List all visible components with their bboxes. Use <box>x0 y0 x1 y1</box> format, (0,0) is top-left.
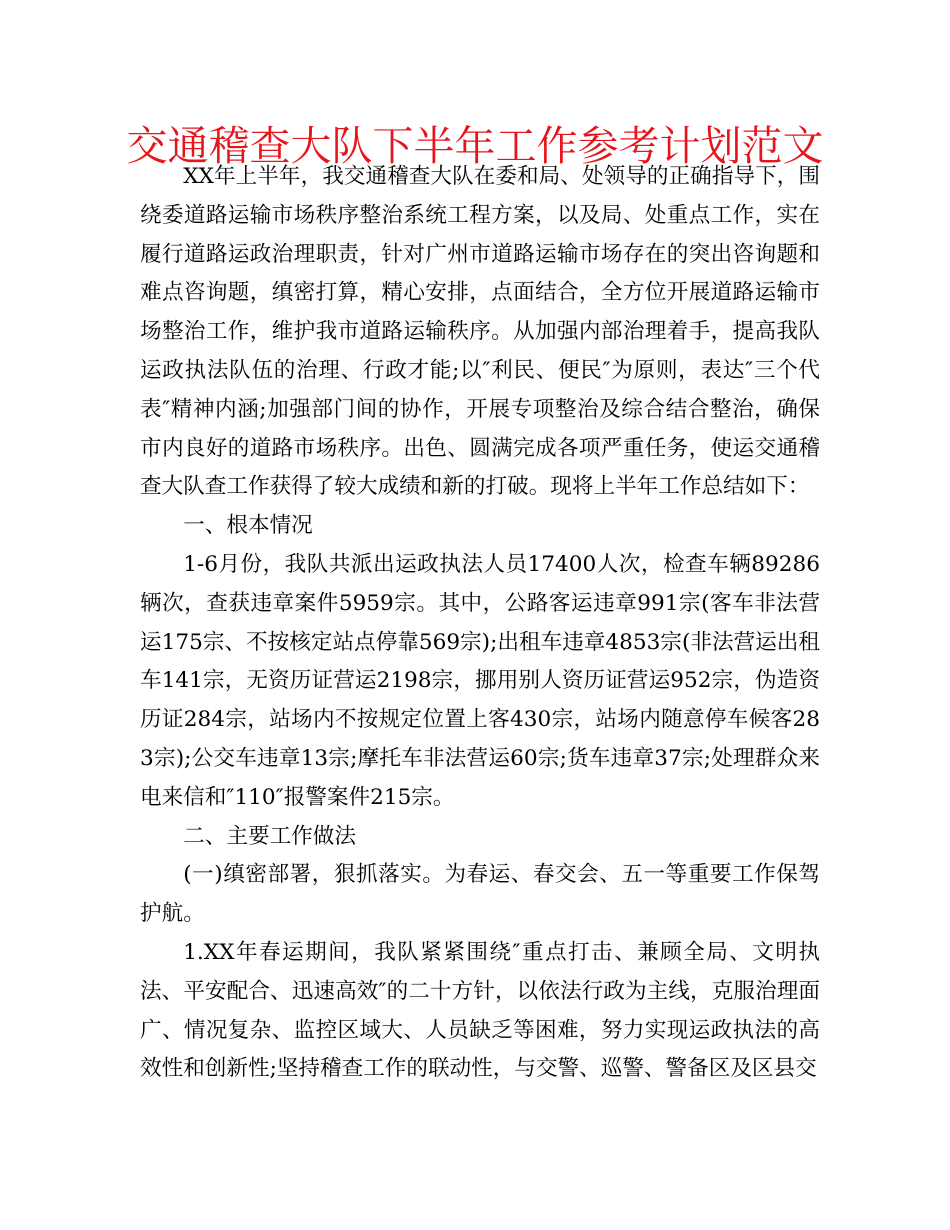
section-heading-main-methods: 二、主要工作做法 <box>183 823 356 849</box>
paragraph-spring-festival: 1.XX年春运期间，我队紧紧围绕″重点打击、兼顾全局、文明执法、平安配合、迅速高效″的二十方针，以依法行政为主线，克服治理面广、情况复杂、监控区域大、人员缺乏等困难，努力实现运政执法的高效性和创新性;坚持稽查工作的联动性，与交警、巡警、警备区及区县交 <box>140 939 820 1082</box>
paragraph-subsection-one: (一)缜密部署，狠抓落实。为春运、春交会、五一等重要工作保驾护航。 <box>140 862 820 927</box>
paragraph-intro: XX年上半年，我交通稽查大队在委和局、处领导的正确指导下，围绕委道路运输市场秩序整治系统工程方案，以及局、处重点工作，实在履行道路运政治理职责，针对广州市道路运输市场存在的突出咨询题和难点咨询题，缜密打算，精心安排，点面结合，全方位开展道路运输市场整治工作，维护我市道路运输秩序。从加强内部治理着手，提高我队运政执法队伍的治理、行政才能;以″利民、便民″为原则，表达″三个代表″精神内涵;加强部门间的协作，开展专项整治及综合结合整治，确保市内良好的道路市场秩序。出色、圆满完成各项严重任务，使运交通稽查大队查工作获得了较大成绩和新的打破。现将上半年工作总结如下： <box>140 164 820 500</box>
section-heading-basic-situation: 一、根本情况 <box>183 513 313 539</box>
paragraph-statistics: 1-6月份，我队共派出运政执法人员17400人次，检查车辆89286辆次，查获违章案件5959宗。其中，公路客运违章991宗(客车非法营运175宗、不按核定站点停靠569宗);出租车违章4853宗(非法营运出租车141宗，无资历证营运2198宗，挪用别人资历证营运952宗，伪造资历证284宗，站场内不按规定位置上客430宗，站场内随意停车候客283宗);公交车违章13宗;摩托车非法营运60宗;货车违章37宗;处理群众来电来信和″110″报警案件215宗。 <box>140 551 820 810</box>
document-title: 交通稽查大队下半年工作参考计划范文 <box>126 122 824 170</box>
document-body <box>140 158 820 1089</box>
